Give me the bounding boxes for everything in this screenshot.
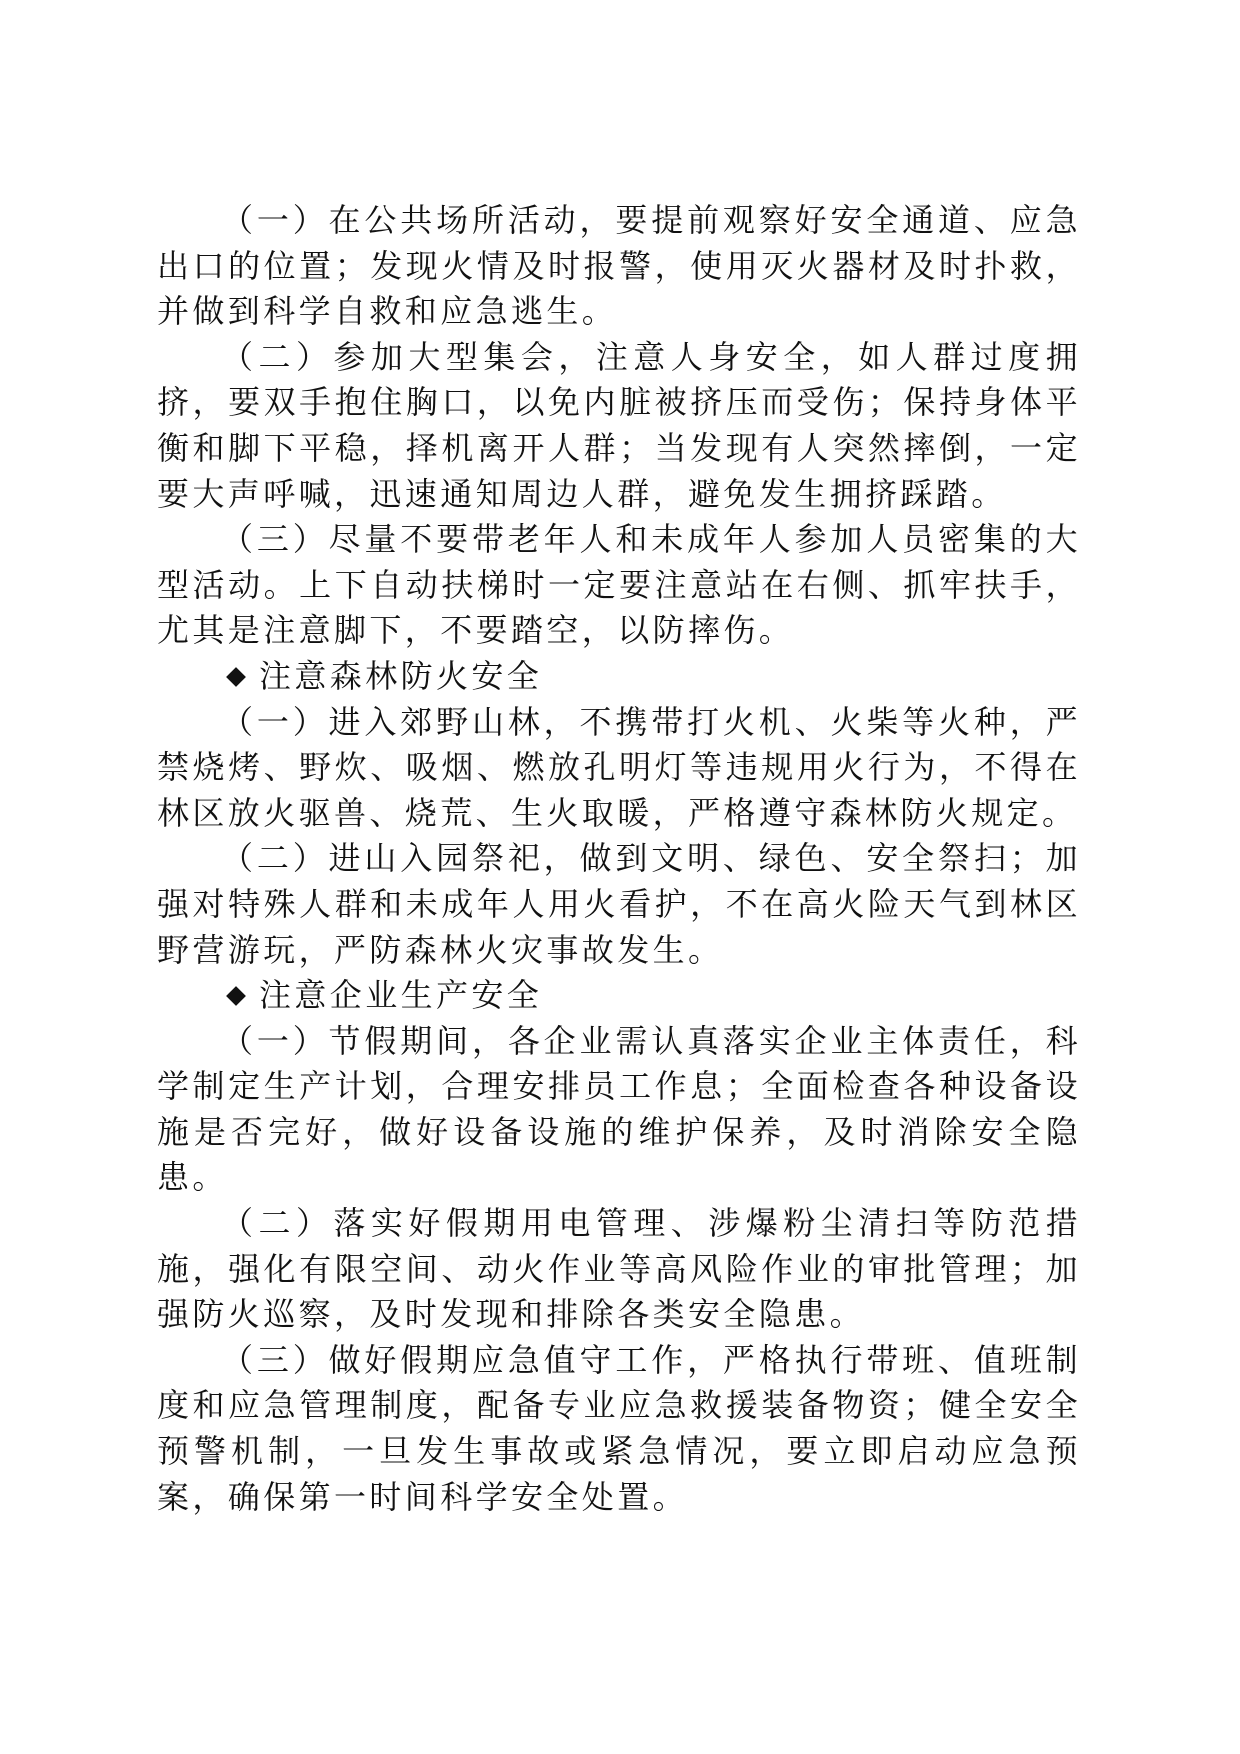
paragraph-forest-fire-2: （二）进山入园祭祀，做到文明、绿色、安全祭扫；加强对特殊人群和未成年人用火看护，不在高火险天气到林区野营游玩，严防森林火灾事故发生。 <box>157 839 1081 969</box>
section-heading-forest-fire <box>157 654 1081 700</box>
paragraph-public-places-3: （三）尽量不要带老年人和未成年人参加人员密集的大型活动。上下自动扶梯时一定要注意站在右侧、抓牢扶手，尤其是注意脚下，不要踏空，以防摔伤。 <box>157 520 1081 650</box>
diamond-icon <box>226 667 246 687</box>
paragraph-forest-fire-1: （一）进入郊野山林，不携带打火机、火柴等火种，严禁烧烤、野炊、吸烟、燃放孔明灯等违规用火行为，不得在林区放火驱兽、烧荒、生火取暖，严格遵守森林防火规定。 <box>157 702 1081 832</box>
section-heading-label: 注意企业生产安全 <box>259 976 543 1015</box>
paragraph-production-safety-2: （二）落实好假期用电管理、涉爆粉尘清扫等防范措施，强化有限空间、动火作业等高风险作业的审批管理；加强防火巡察，及时发现和排除各类安全隐患。 <box>157 1204 1081 1334</box>
paragraph-production-safety-1: （一）节假期间，各企业需认真落实企业主体责任，科学制定生产计划，合理安排员工作息；全面检查各种设备设施是否完好，做好设备设施的维护保养，及时消除安全隐患。 <box>157 1021 1081 1197</box>
section-heading-label: 注意森林防火安全 <box>259 656 543 695</box>
paragraph-production-safety-3: （三）做好假期应急值守工作，严格执行带班、值班制度和应急管理制度，配备专业应急救援装备物资；健全安全预警机制，一旦发生事故或紧急情况，要立即启动应急预案，确保第一时间科学安全处置。 <box>157 1340 1081 1516</box>
section-heading-production-safety <box>157 973 1081 1019</box>
paragraph-public-places-2: （二）参加大型集会，注意人身安全，如人群过度拥挤，要双手抱住胸口，以免内脏被挤压而受伤；保持身体平衡和脚下平稳，择机离开人群；当发现有人突然摔倒，一定要大声呼喊，迅速通知周边人群，避免发生拥挤踩踏。 <box>157 337 1081 513</box>
paragraph-public-places-1: （一）在公共场所活动，要提前观察好安全通道、应急出口的位置；发现火情及时报警，使用灭火器材及时扑救，并做到科学自救和应急逃生。 <box>157 201 1081 331</box>
diamond-icon <box>226 986 246 1006</box>
document-page <box>157 198 1081 1520</box>
